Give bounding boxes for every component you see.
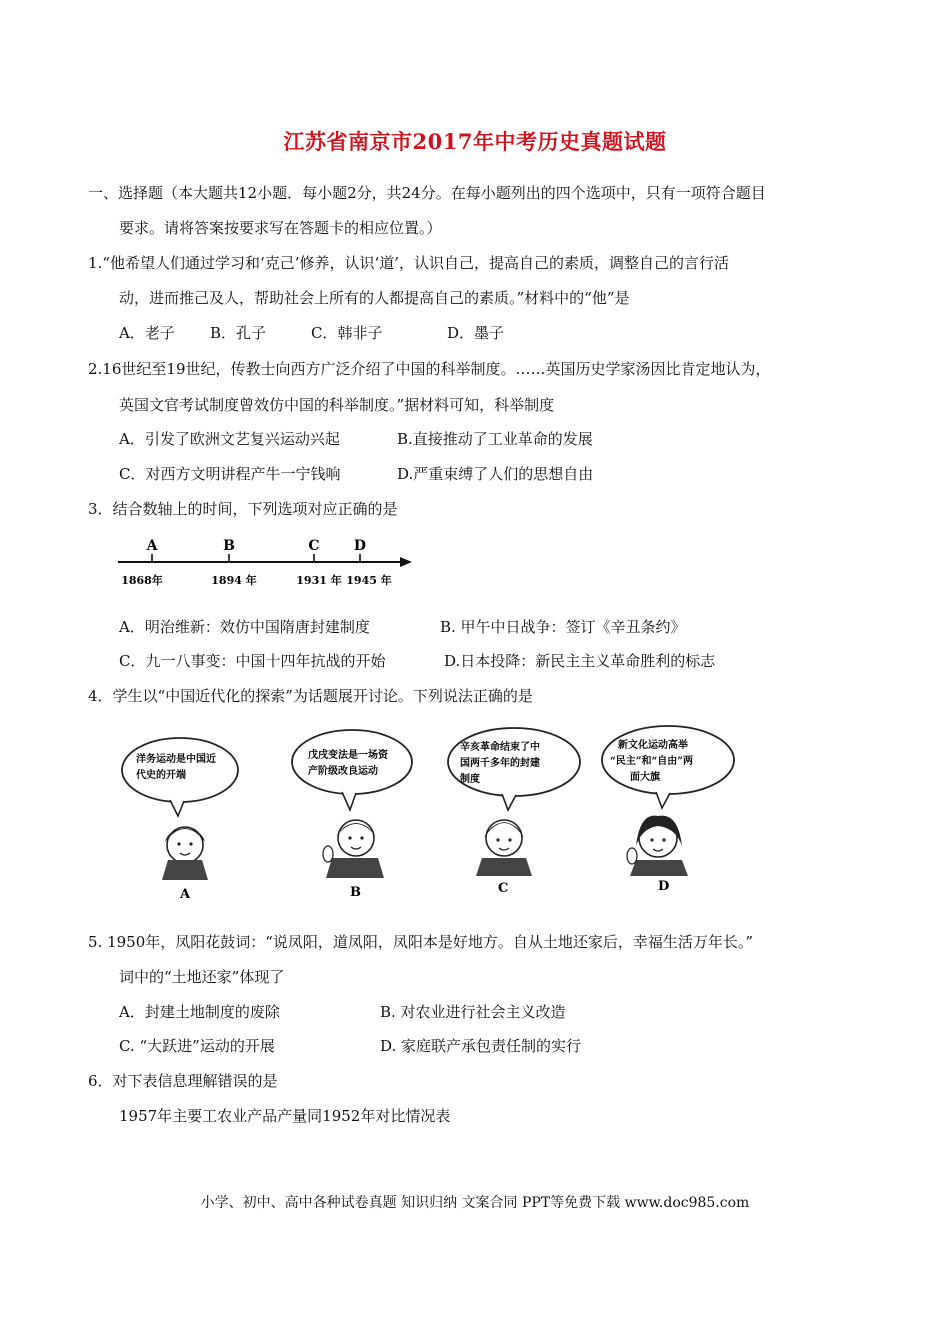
question-3-stem: 3．结合数轴上的时间，下列选项对应正确的是 <box>88 500 398 518</box>
question-5-option-c: C. “大跃进”运动的开展 <box>119 1037 275 1055</box>
page-title: 江苏省南京市2017年中考历史真题试题 <box>283 129 667 154</box>
timeline-label: C <box>308 538 320 554</box>
question-1-stem-line-2: 动，进而推己及人，帮助社会上所有的人都提高自己的素质。”材料中的“他”是 <box>119 289 630 307</box>
speech-bubble-text: “民主”和“自由”两 <box>610 756 694 767</box>
timeline-label: A <box>146 538 158 554</box>
speech-bubble-text: 面大旗 <box>630 772 660 783</box>
question-4-stem: 4．学生以“中国近代化的探索”为话题展开讨论。下列说法正确的是 <box>88 687 533 705</box>
question-5-stem-line-2: 词中的“土地还家”体现了 <box>119 968 285 986</box>
student-label: B <box>350 885 361 900</box>
timeline-year: 1894 年 <box>211 574 257 587</box>
page-footer: 小学、初中、高中各种试卷真题 知识归纳 文案合同 PPT等免费下载 www.doc985.com <box>200 1195 750 1211</box>
question-1-option-d: D．墨子 <box>447 324 505 342</box>
timeline-label: B <box>223 538 235 554</box>
timeline-arrow <box>400 557 412 567</box>
speech-bubble-text: 戊戌变法是一场资 <box>308 750 388 761</box>
section-heading-line-1: 一、选择题（本大题共12小题．每小题2分，共24分。在每小题列出的四个选项中，只有一项符合题目 <box>88 184 766 202</box>
question-2-option-c: C．对西方文明讲程产牛一宁钱响 <box>119 465 341 483</box>
question-1-option-a: A．老子 <box>119 324 175 342</box>
cartoon-student-c <box>448 728 580 896</box>
question-2-option-b: B.直接推动了工业革命的发展 <box>397 430 593 448</box>
timeline-year: 1945 年 <box>346 574 392 587</box>
speech-bubble-text: 代史的开端 <box>136 770 186 781</box>
question-5-option-b: B. 对农业进行社会主义改造 <box>380 1003 566 1021</box>
cartoon-figure <box>110 720 750 905</box>
section-heading-line-2: 要求。请将答案按要求写在答题卡的相应位置。） <box>119 219 442 237</box>
question-3-option-d: D.日本投降：新民主主义革命胜利的标志 <box>444 652 716 670</box>
student-face <box>338 820 374 856</box>
question-5-option-d: D. 家庭联产承包责任制的实行 <box>380 1037 582 1055</box>
cartoon-student-b <box>292 730 412 900</box>
student-label: C <box>498 881 509 896</box>
question-5-option-a: A．封建土地制度的废除 <box>119 1003 280 1021</box>
question-1-option-b: B．孔子 <box>210 324 267 342</box>
question-2-option-a: A．引发了欧洲文艺复兴运动兴起 <box>119 430 340 448</box>
speech-bubble-text: 新文化运动高举 <box>618 740 688 751</box>
question-1-stem-line-1: 1.“他希望人们通过学习和‘克己’修养，认识‘道’，认识自己，提高自己的素质，调整自己的言行活 <box>88 254 730 272</box>
question-1-option-c: C．韩非子 <box>311 324 383 342</box>
speech-bubble <box>292 730 412 794</box>
question-6-stem: 6．对下表信息理解错误的是 <box>88 1072 278 1090</box>
question-3-option-a: A．明治维新：效仿中国隋唐封建制度 <box>119 618 370 636</box>
speech-bubble-text: 洋务运动是中国近 <box>136 754 216 765</box>
speech-bubble-text: 国两千多年的封建 <box>460 758 540 769</box>
cartoon-student-d <box>602 726 734 894</box>
speech-bubble-text: 制度 <box>460 774 480 785</box>
student-label: A <box>180 887 191 902</box>
question-2-stem-line-1: 2.16世纪至19世纪，传教士向西方广泛介绍了中国的科举制度。……英国历史学家汤因比肯定地认为， <box>88 360 771 378</box>
timeline-label: D <box>353 538 367 554</box>
question-6-table-title: 1957年主要工农业产品产量同1952年对比情况表 <box>119 1107 451 1125</box>
timeline-figure <box>116 532 416 592</box>
student-label: D <box>658 879 670 894</box>
question-2-option-d: D.严重束缚了人们的思想自由 <box>397 465 594 483</box>
timeline-year: 1868年 <box>121 574 163 587</box>
speech-bubble-text: 产阶级改良运动 <box>308 766 378 777</box>
question-3-option-c: C．九一八事变：中国十四年抗战的开始 <box>119 652 386 670</box>
timeline-year: 1931 年 <box>296 574 342 587</box>
cartoon-student-a <box>122 738 238 902</box>
speech-bubble-text: 辛亥革命结束了中 <box>460 742 540 753</box>
question-5-stem-line-1: 5. 1950年，凤阳花鼓词：“说凤阳，道凤阳，凤阳本是好地方。自从土地还家后，幸福生活万年长。” <box>88 933 754 951</box>
question-3-option-b: B. 甲午中日战争：签订《辛丑条约》 <box>440 618 686 636</box>
question-2-stem-line-2: 英国文官考试制度曾效仿中国的科举制度。”据材料可知，科举制度 <box>119 396 555 414</box>
